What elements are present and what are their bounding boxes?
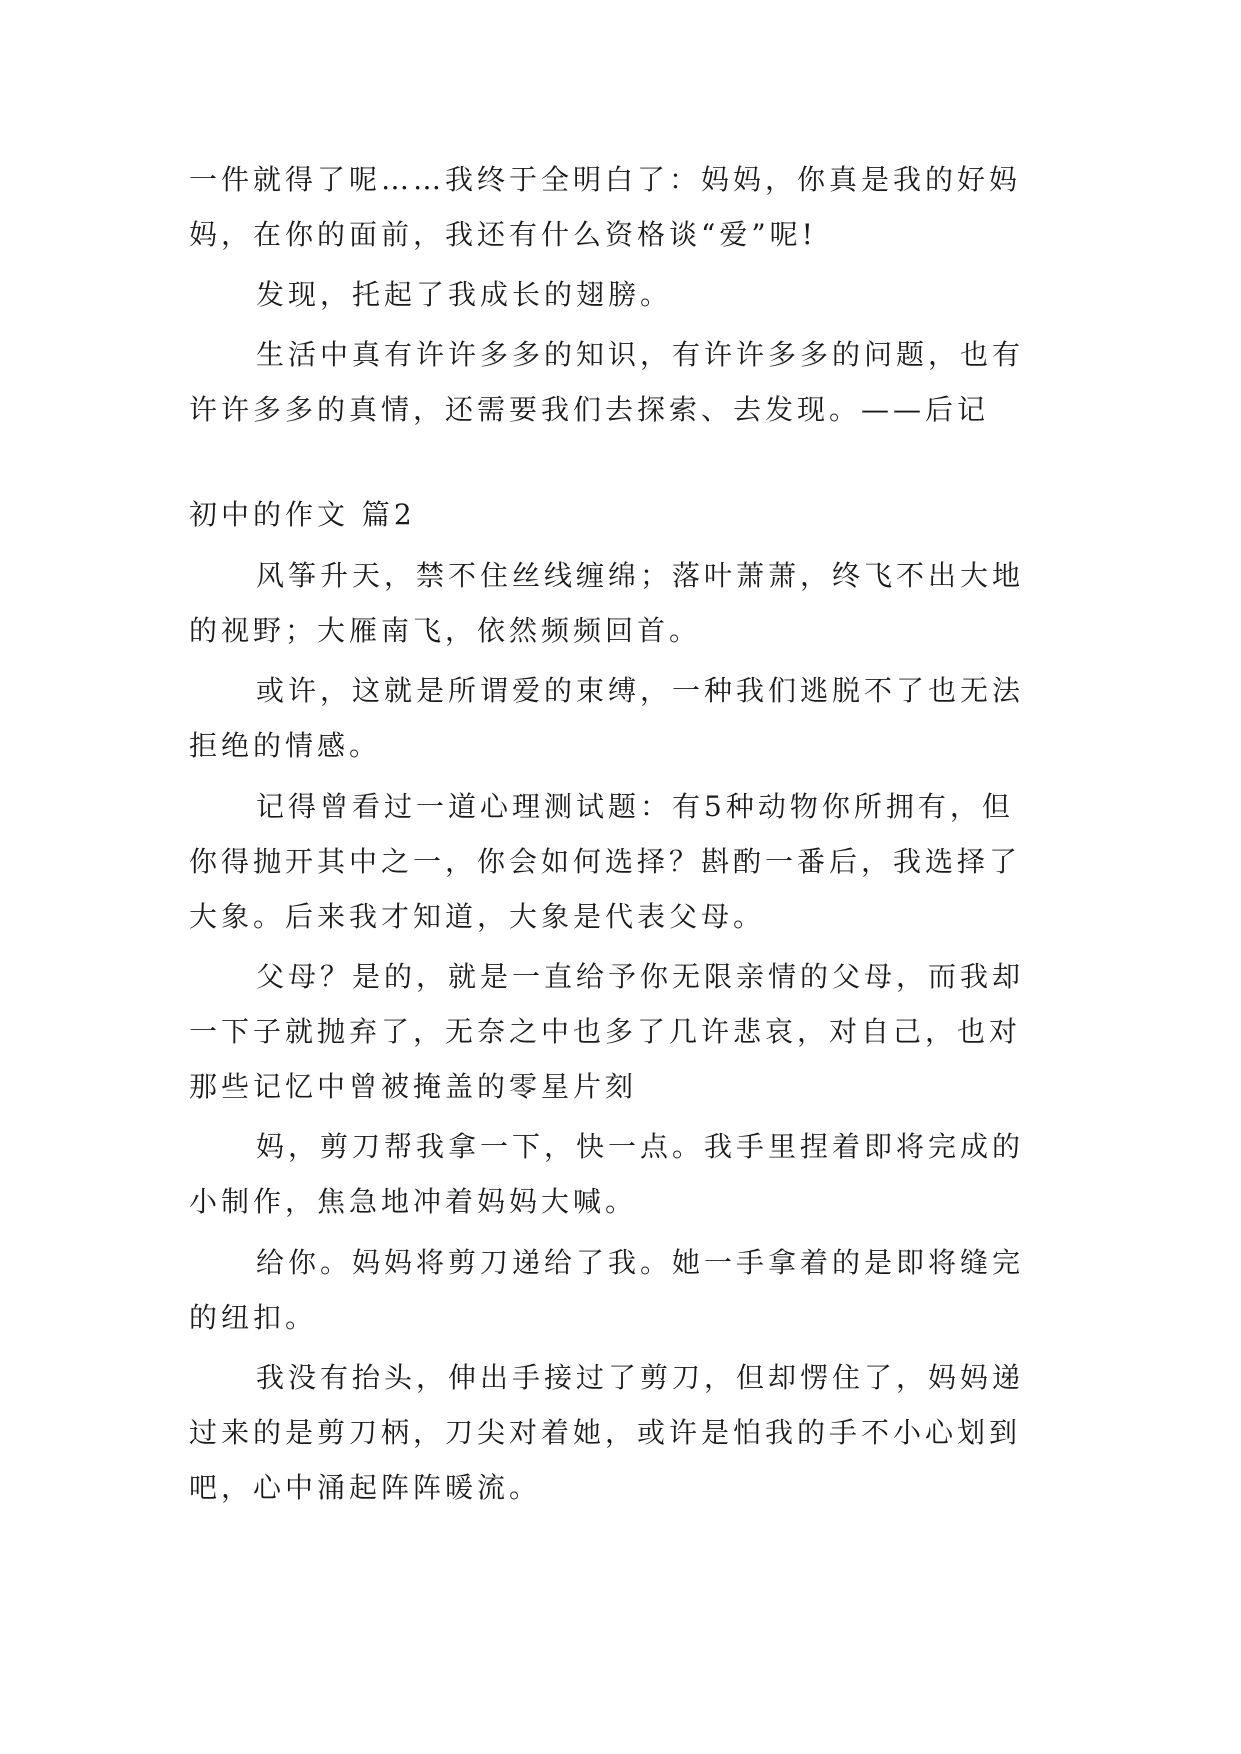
paragraph-line: 给你。妈妈将剪刀递给了我。她一手拿着的是即将缝完: [256, 1246, 1025, 1279]
text-line: 一件就得了呢……我终于全明白了：妈妈，你真是我的好妈: [189, 163, 1022, 196]
paragraph-line: 风筝升天，禁不住丝线缠绵；落叶萧萧，终飞不出大地: [256, 559, 1025, 592]
paragraph-line: 父母？是的，就是一直给予你无限亲情的父母，而我却: [256, 960, 1025, 993]
text-line: 许许多多的真情，还需要我们去探索、去发现。——后记: [189, 393, 990, 426]
text-line: 过来的是剪刀柄，刀尖对着她，或许是怕我的手不小心划到: [189, 1416, 1022, 1449]
text-line: 拒绝的情感。: [189, 729, 382, 762]
text-line: 吧，心中涌起阵阵暖流。: [189, 1471, 542, 1504]
text-line: 大象。后来我才知道，大象是代表父母。: [189, 900, 766, 933]
text-line: 你得抛开其中之一，你会如何选择？斟酌一番后，我选择了: [189, 845, 1022, 878]
paragraph-line: 发现，托起了我成长的翅膀。: [256, 278, 673, 311]
paragraph-line: 或许，这就是所谓爱的束缚，一种我们逃脱不了也无法: [256, 674, 1025, 707]
paragraph-line: 生活中真有许许多多的知识，有许许多多的问题，也有: [256, 338, 1025, 371]
section-heading: 初中的作文 篇2: [189, 498, 416, 531]
text-line: 一下子就抛弃了，无奈之中也多了几许悲哀，对自己，也对: [189, 1015, 1022, 1048]
text-line: 的视野；大雁南飞，依然频频回首。: [189, 614, 702, 647]
paragraph-line: 我没有抬头，伸出手接过了剪刀，但却愣住了，妈妈递: [256, 1361, 1025, 1394]
text-line: 的纽扣。: [189, 1301, 318, 1334]
text-line: 那些记忆中曾被掩盖的零星片刻: [189, 1070, 638, 1103]
paragraph-line: 记得曾看过一道心理测试题：有5种动物你所拥有，但: [256, 790, 1014, 823]
text-line: 妈，在你的面前，我还有什么资格谈“爱”呢!: [189, 218, 817, 251]
text-line: 小制作，焦急地冲着妈妈大喊。: [189, 1185, 638, 1218]
paragraph-line: 妈，剪刀帮我拿一下，快一点。我手里捏着即将完成的: [256, 1130, 1025, 1163]
